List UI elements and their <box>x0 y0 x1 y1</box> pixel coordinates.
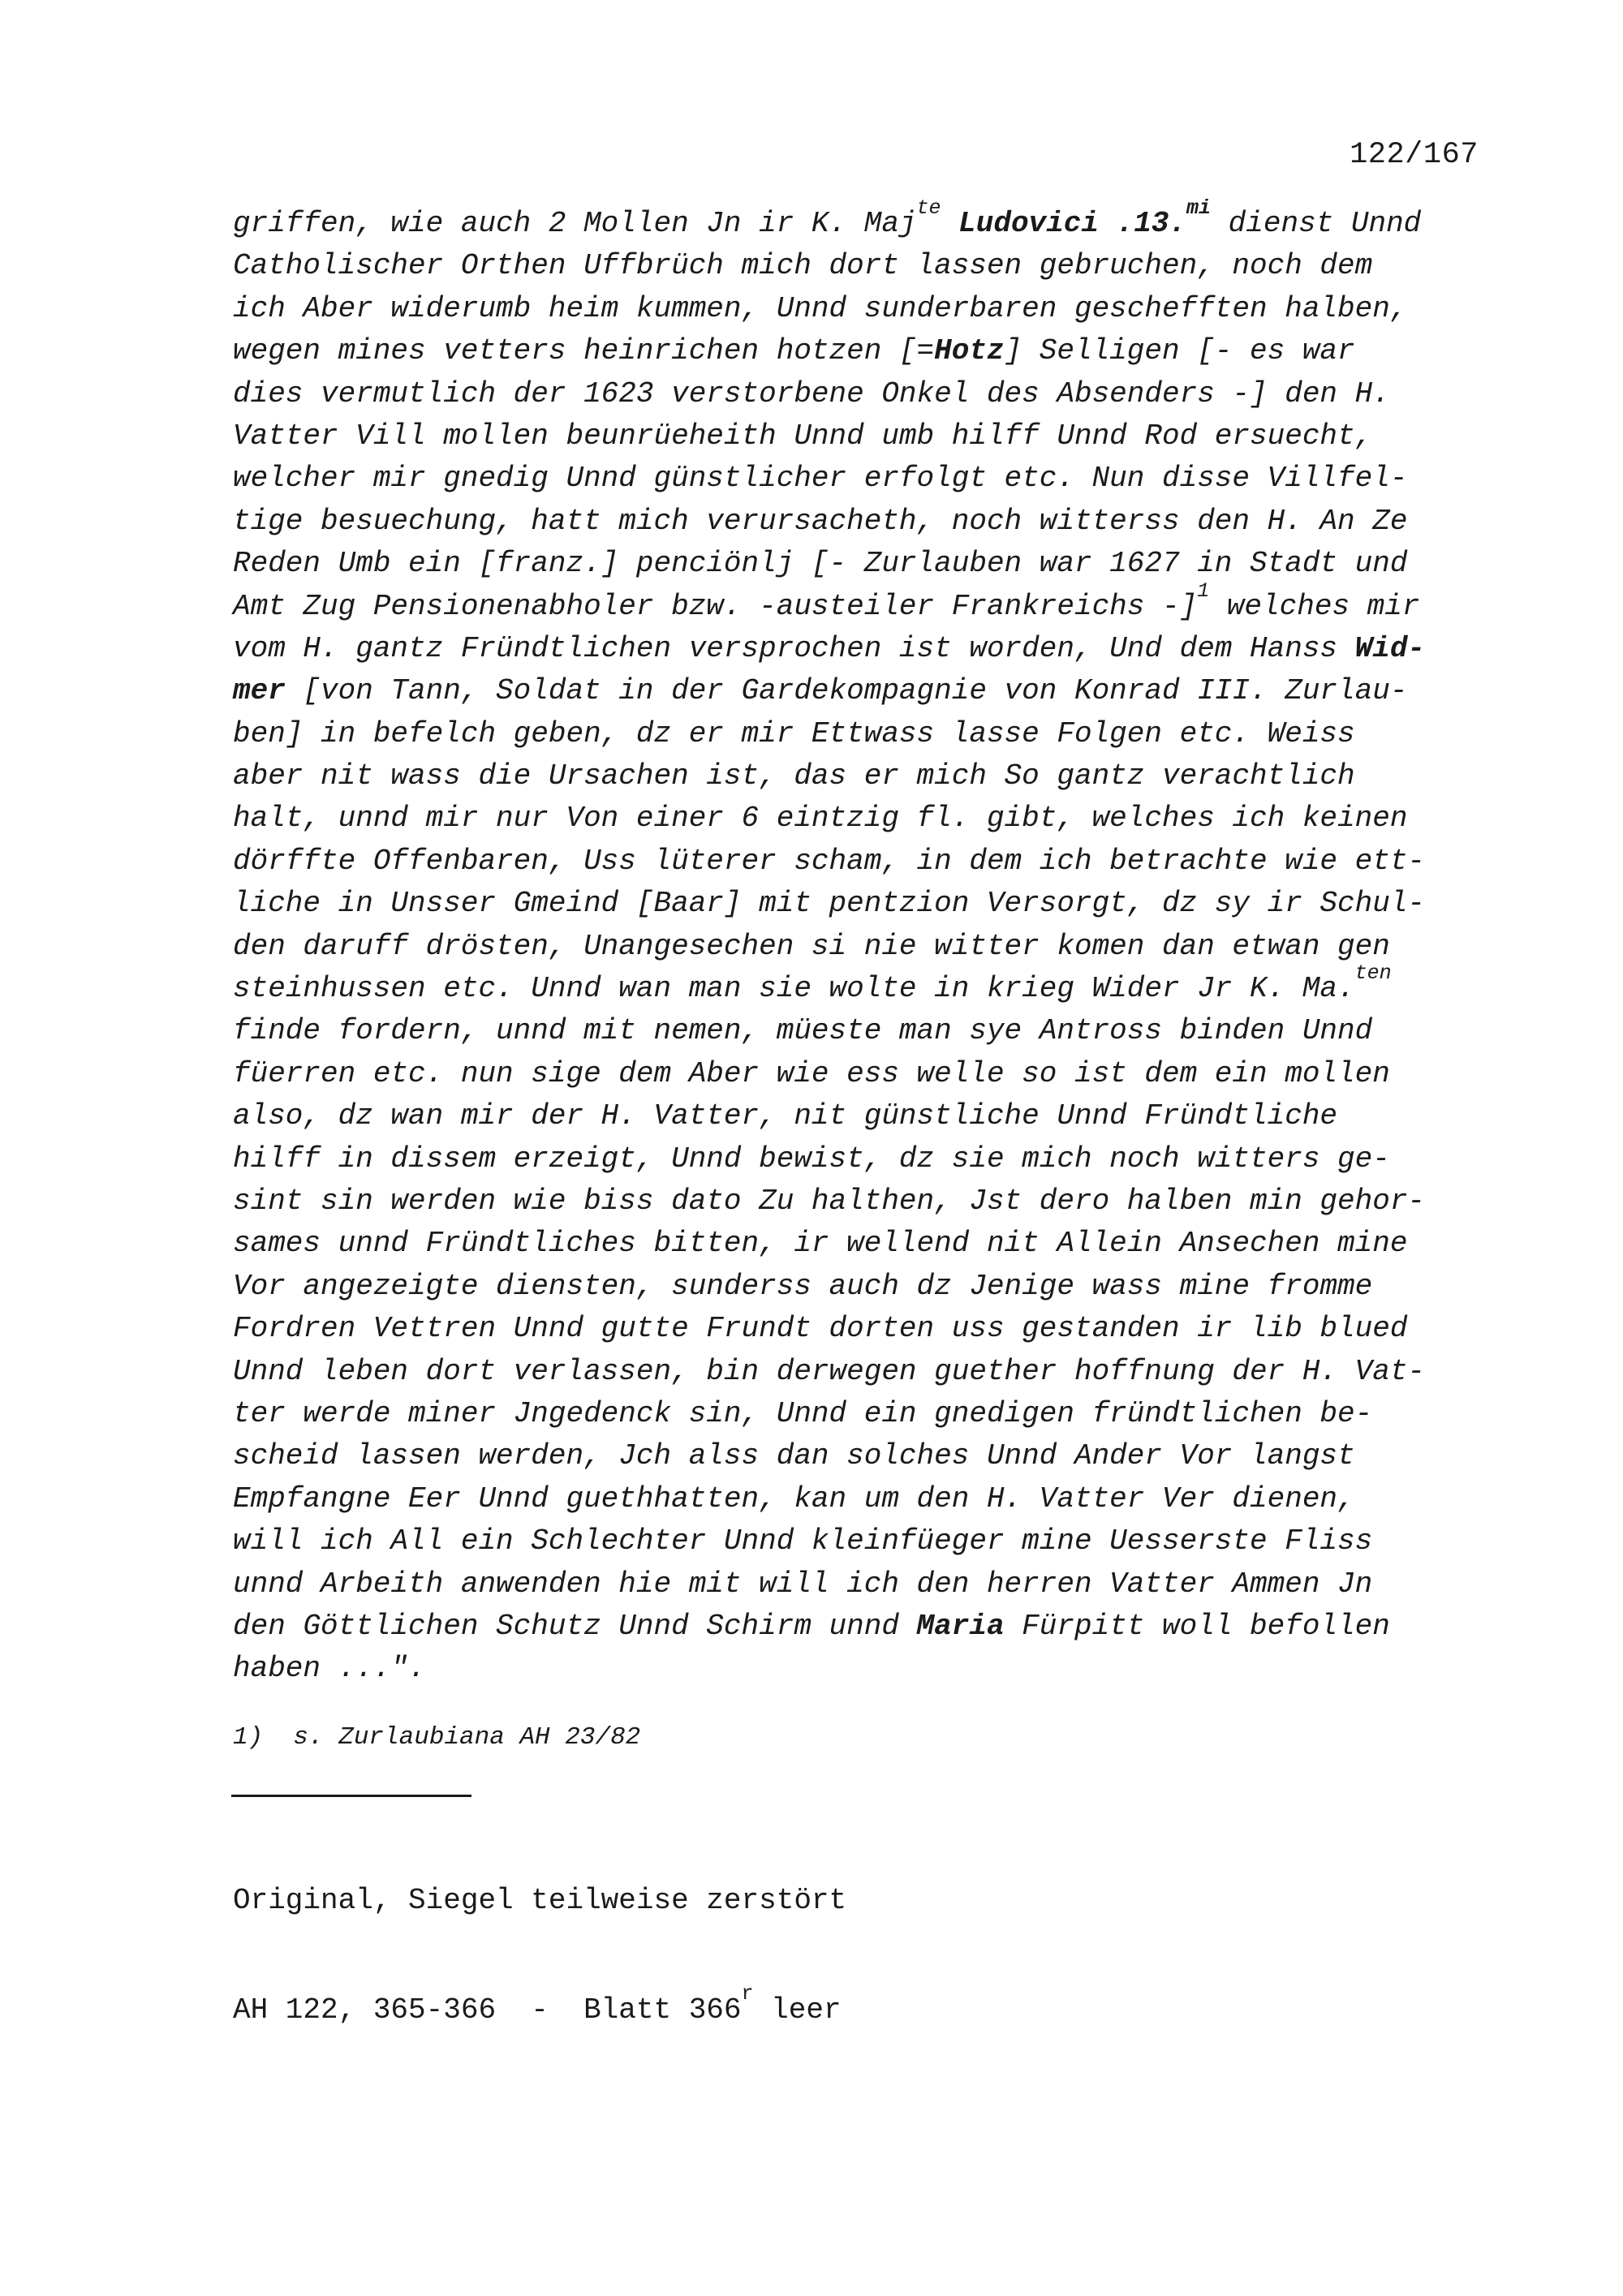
text-line <box>233 458 1499 500</box>
text-segment: finde fordern, unnd mit nemen, müeste man sye Antross binden Unnd <box>233 1014 1373 1048</box>
text-line <box>233 1393 1499 1435</box>
text-line <box>233 1478 1499 1520</box>
text-line <box>233 1606 1499 1648</box>
superscript: mi <box>1186 196 1212 220</box>
text-segment: den daruff drösten, Unangesechen si nie witter komen dan etwan gen <box>233 929 1390 963</box>
text-line <box>233 1138 1499 1180</box>
text-segment: ] Selligen [- es war <box>1004 334 1355 368</box>
text-segment: dörffte Offenbaren, Uss lüterer scham, in dem ich betrachte wie ett- <box>233 844 1426 878</box>
text-line <box>233 1648 1499 1690</box>
bold-name: Maria <box>916 1609 1005 1643</box>
text-segment: tige besuechung, hatt mich verursacheth, noch witterss den H. An Ze <box>233 504 1408 538</box>
text-segment: Vatter Vill mollen beunrüeheith Unnd umb hilff Unnd Rod ersuecht, <box>233 419 1373 453</box>
text-segment: dienst Unnd <box>1211 207 1422 240</box>
bold-name: Ludovici .13. <box>958 207 1187 240</box>
text-segment: sames unnd Fründtliches bitten, ir wellend nit Allein Ansechen mine <box>233 1227 1408 1261</box>
text-line <box>233 543 1499 585</box>
text-line <box>233 330 1499 372</box>
text-line <box>233 1563 1499 1606</box>
text-segment: Vor angezeigte diensten, sunderss auch dz Jenige wass mine fromme <box>233 1269 1373 1303</box>
text-line <box>233 755 1499 798</box>
page-number: 122/167 <box>1350 138 1479 172</box>
text-segment: also, dz wan mir der H. Vatter, nit günstliche Unnd Fründtliche <box>233 1099 1338 1133</box>
text-segment: vom H. gantz Fründtlichen versprochen ist worden, Und dem Hanss <box>233 631 1355 665</box>
text-segment: steinhussen etc. Unnd wan man sie wolte in krieg Wider Jr K. Ma. <box>233 972 1355 1006</box>
bold-name: mer <box>233 674 286 708</box>
text-segment: scheid lassen werden, Jch alss dan solches Unnd Ander Vor langst <box>233 1439 1355 1473</box>
footnote: 1) s. Zurlaubiana AH 23/82 <box>233 1723 641 1752</box>
text-line <box>233 1266 1499 1308</box>
source-note-suffix: leer <box>753 1993 842 2027</box>
text-segment: ich Aber widerumb heim kummen, Unnd sunderbaren geschefften halben, <box>233 291 1408 325</box>
transcription-body <box>233 196 1499 1691</box>
bold-name: Hotz <box>934 334 1005 368</box>
text-segment: Unnd leben dort verlassen, bin derwegen guether hoffnung der H. Vat- <box>233 1354 1426 1388</box>
text-line <box>233 196 1499 245</box>
text-segment: Empfangne Eer Unnd guethhatten, kan um den H. Vatter Ver dienen, <box>233 1481 1355 1516</box>
text-line <box>233 841 1499 883</box>
text-segment: haben ...". <box>233 1652 426 1686</box>
superscript: 1 <box>1197 578 1210 603</box>
text-line <box>233 1010 1499 1052</box>
text-line <box>233 1180 1499 1223</box>
text-line <box>233 288 1499 330</box>
text-segment: will ich All ein Schlechter Unnd kleinfüeger mine Uesserste Fliss <box>233 1524 1373 1559</box>
text-line <box>233 578 1499 628</box>
text-line <box>233 1351 1499 1393</box>
text-line <box>233 245 1499 287</box>
text-line <box>233 670 1499 712</box>
text-line <box>233 415 1499 458</box>
source-notes <box>233 1812 846 2065</box>
superscript: te <box>916 196 941 220</box>
text-line <box>233 1223 1499 1265</box>
text-segment: unnd Arbeith anwenden hie mit will ich den herren Vatter Ammen Jn <box>233 1567 1373 1601</box>
source-note-reference: AH 122, 365-366 - Blatt 366 <box>233 1993 742 2027</box>
text-segment: dies vermutlich der 1623 verstorbene Onkel des Absenders -] den H. <box>233 376 1390 411</box>
text-line <box>233 961 1499 1010</box>
bold-name: Wid- <box>1354 631 1426 665</box>
text-segment: Fürpitt woll befollen <box>1004 1609 1390 1643</box>
text-segment: aber nit wass die Ursachen ist, das er mich So gantz verachtlich <box>233 759 1355 793</box>
text-segment: füerren etc. nun sige dem Aber wie ess welle so ist dem ein mollen <box>233 1056 1390 1090</box>
text-segment: den Göttlichen Schutz Unnd Schirm unnd <box>233 1609 917 1643</box>
text-segment: Amt Zug Pensionenabholer bzw. -austeiler Frankreichs -] <box>233 589 1198 623</box>
text-line <box>233 926 1499 968</box>
text-line <box>233 501 1499 543</box>
text-line <box>233 883 1499 925</box>
text-line <box>233 1520 1499 1563</box>
text-line <box>233 628 1499 670</box>
text-line <box>233 1435 1499 1477</box>
text-segment: Reden Umb ein [franz.] penciönlj [- Zurlauben war 1627 in Stadt und <box>233 547 1408 581</box>
text-line <box>233 1053 1499 1095</box>
text-segment: halt, unnd mir nur Von einer 6 eintzig fl. gibt, welches ich keinen <box>233 802 1408 836</box>
text-segment: wegen mines vetters heinrichen hotzen [= <box>233 334 935 368</box>
text-line <box>233 798 1499 840</box>
text-segment: welches mir <box>1209 589 1420 623</box>
text-segment: hilff in dissem erzeigt, Unnd bewist, dz sie mich noch witters ge- <box>233 1142 1390 1176</box>
text-segment: sint sin werden wie biss dato Zu halthen, Jst dero halben min gehor- <box>233 1184 1426 1218</box>
source-note-superscript: r <box>741 1982 754 2006</box>
text-segment: griffen, wie auch 2 Mollen Jn ir K. Maj <box>233 207 917 240</box>
source-note-line: Original, Siegel teilweise zerstört <box>233 1884 847 1917</box>
text-segment: Fordren Vettren Unnd gutte Frundt dorten uss gestanden ir lib blued <box>233 1312 1408 1346</box>
text-segment: ter werde miner Jngedenck sin, Unnd ein gnedigen fründtlichen be- <box>233 1396 1373 1430</box>
text-segment: ben] in befelch geben, dz er mir Ettwass lasse Folgen etc. Weiss <box>233 716 1355 750</box>
text-segment: Catholischer Orthen Uffbrüch mich dort lassen gebruchen, noch dem <box>233 249 1373 283</box>
text-line <box>233 373 1499 415</box>
text-segment: [von Tann, Soldat in der Gardekompagnie von Konrad III. Zurlau- <box>285 674 1408 708</box>
footnote-divider <box>231 1795 471 1797</box>
text-segment <box>941 207 959 240</box>
text-line <box>233 1308 1499 1350</box>
source-note-line <box>233 1982 846 2032</box>
text-segment: welcher mir gnedig Unnd günstlicher erfolgt etc. Nun disse Villfel- <box>233 462 1408 496</box>
text-line <box>233 713 1499 755</box>
text-segment: liche in Unsser Gmeind [Baar] mit pentzion Versorgt, dz sy ir Schul- <box>233 887 1426 921</box>
text-line <box>233 1095 1499 1137</box>
superscript: ten <box>1354 961 1392 986</box>
